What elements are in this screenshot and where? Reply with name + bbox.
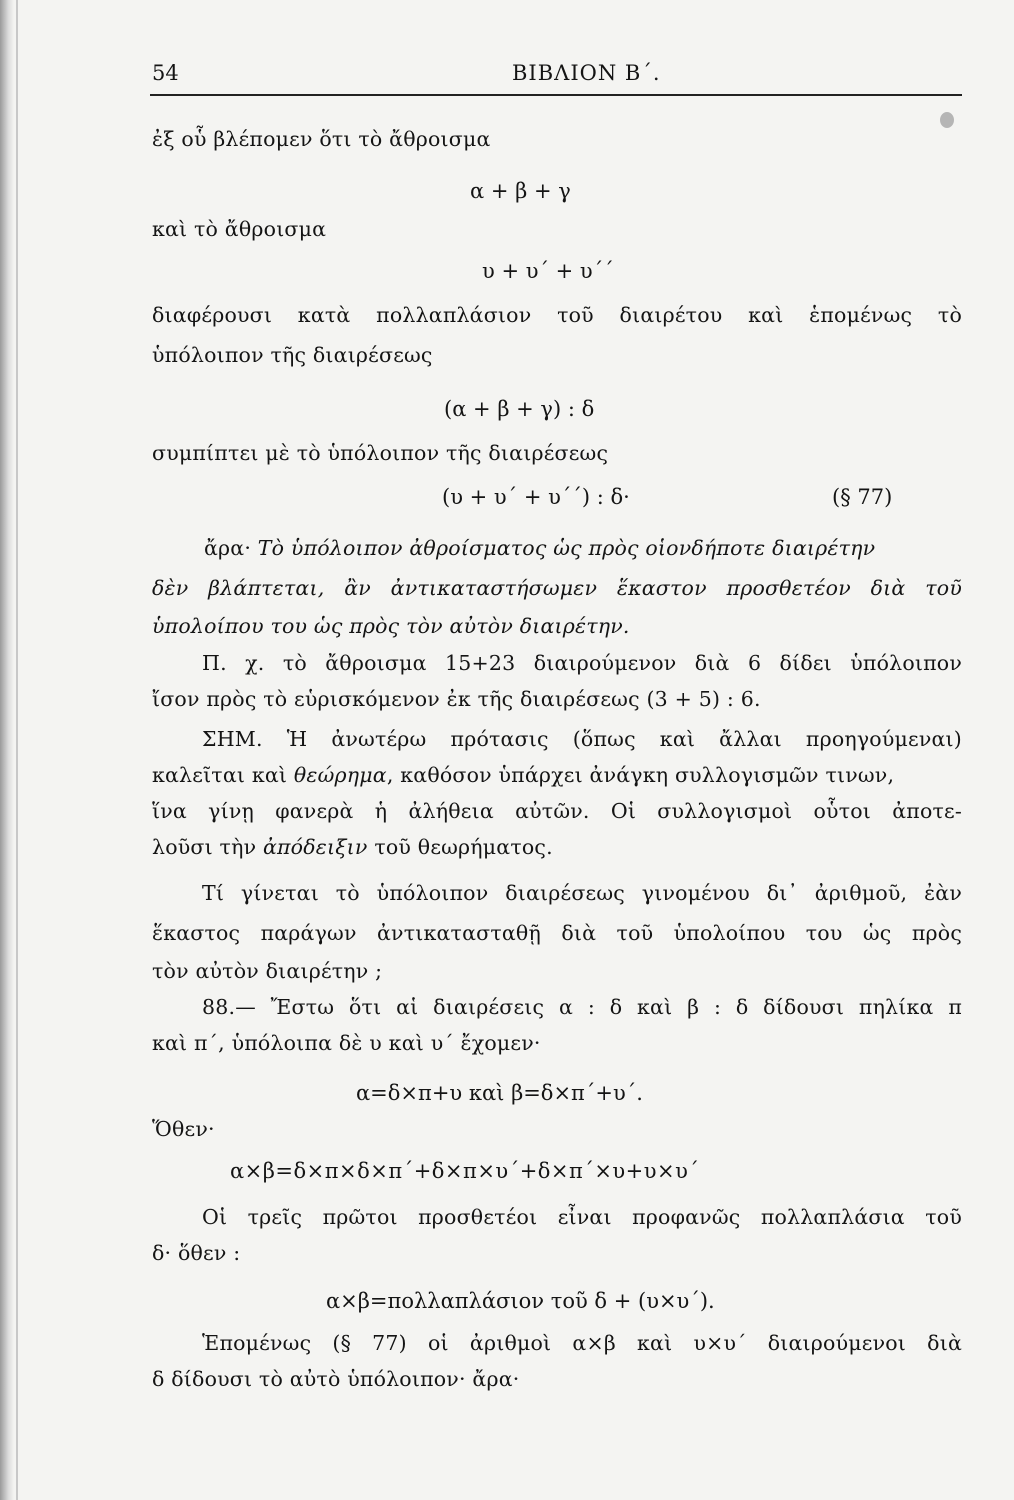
running-title: ΒΙΒΛΙΟΝ Β΄. [512,61,661,85]
header-rule [150,94,962,96]
text-line: Ἑπομένως (§ 77) οἱ ἀριθμοὶ α×β καὶ υ×υ΄ διαιρούμενοι διὰ [202,1331,962,1355]
equation: (α + β + γ) : δ [444,397,595,421]
text-span: καλεῖται καὶ [152,763,288,787]
text-line: δ δίδουσι τὸ αὐτὸ ὑπόλοιπον· ἄρα· [152,1367,520,1391]
conclusion-word: ἄρα· [204,536,252,560]
text-span: τοῦ θεωρήματος. [374,835,553,859]
text-line: Ὅθεν· [152,1117,215,1141]
text-line: ὑπόλοιπον τῆς διαιρέσεως [152,343,433,367]
text-line: Π. χ. τὸ ἄθροισμα 15+23 διαιρούμενον διὰ 6 δίδει ὑπόλοιπον [202,651,962,675]
equation: α×β=δ×π×δ×π΄+δ×π×υ΄+δ×π΄×υ+υ×υ΄ [230,1159,700,1183]
text-line [204,535,962,561]
text-line: 88.— Ἔστω ὅτι αἱ διαιρέσεις α : δ καὶ β : δ δίδουσι πηλίκα π [202,995,962,1019]
text-line: ἵνα γίνῃ φανερὰ ἡ ἀλήθεια αὐτῶν. Οἱ συλλογισμοὶ οὗτοι ἀποτε- [152,799,962,823]
equation: α×β=πολλαπλάσιον τοῦ δ + (υ×υ΄). [326,1289,715,1313]
text-line: Τί γίνεται τὸ ὑπόλοιπον διαιρέσεως γινομένου δι᾽ ἀριθμοῦ, ἐὰν [202,881,962,905]
text-line: ἕκαστος παράγων ἀντικατασταθῇ διὰ τοῦ ὑπολοίπου του ὡς πρὸς [152,921,962,945]
text-line: δ· ὅθεν : [152,1241,241,1265]
emphasis-text: ἀπόδειξιν [262,835,368,859]
equation: α=δ×π+υ καὶ β=δ×π΄+υ΄. [356,1081,643,1105]
equation: α + β + γ [470,179,571,203]
theorem-text: Τὸ ὑπόλοιπον ἀθροίσματος ὡς πρὸς οἱονδήποτε διαιρέτην [257,536,876,560]
text-line: ἴσον πρὸς τὸ εὑρισκόμενον ἐκ τῆς διαιρέσεως (3 + 5) : 6. [152,687,761,711]
text-line: ἐξ οὗ βλέπομεν ὅτι τὸ ἄθροισμα [152,127,491,151]
text-line: καὶ τὸ ἄθροισμα [152,217,327,241]
text-line: τὸν αὐτὸν διαιρέτην ; [152,959,383,983]
theorem-text: δὲν βλάπτεται, ἂν ἀντικαταστήσωμεν ἕκαστον προσθετέον διὰ τοῦ [152,576,962,600]
page-number: 54 [152,61,179,85]
text-line: ΣΗΜ. Ἡ ἀνωτέρω πρότασις (ὅπως καὶ ἄλλαι προηγούμεναι) [202,727,962,751]
text-span: λοῦσι τὴν [152,835,257,859]
equation: (υ + υ΄ + υ΄΄) : δ· [442,485,630,509]
theorem-text: ὑπολοίπου του ὡς πρὸς τὸν αὐτὸν διαιρέτην. [152,614,630,638]
text-line: Οἱ τρεῖς πρῶτοι προσθετέοι εἶναι προφανῶς πολλαπλάσια τοῦ [202,1205,962,1229]
equation: υ + υ΄ + υ΄΄ [482,259,614,283]
text-line: διαφέρουσι κατὰ πολλαπλάσιον τοῦ διαιρέτου καὶ ἑπομένως τὸ [152,303,962,327]
text-span: , καθόσον ὑπάρχει ἀνάγκη συλλογισμῶν τινων, [386,763,895,787]
text-line: συμπίπτει μὲ τὸ ὑπόλοιπον τῆς διαιρέσεως [152,441,609,465]
text-line: καὶ π΄, ὑπόλοιπα δὲ υ καὶ υ΄ ἔχομεν· [152,1031,541,1055]
emphasis-text: θεώρημα [293,763,387,787]
text-line [152,762,962,788]
page-binding-edge [0,0,14,1500]
text-line [152,834,962,860]
section-reference: (§ 77) [832,485,893,509]
page-binding-line [16,0,18,1500]
